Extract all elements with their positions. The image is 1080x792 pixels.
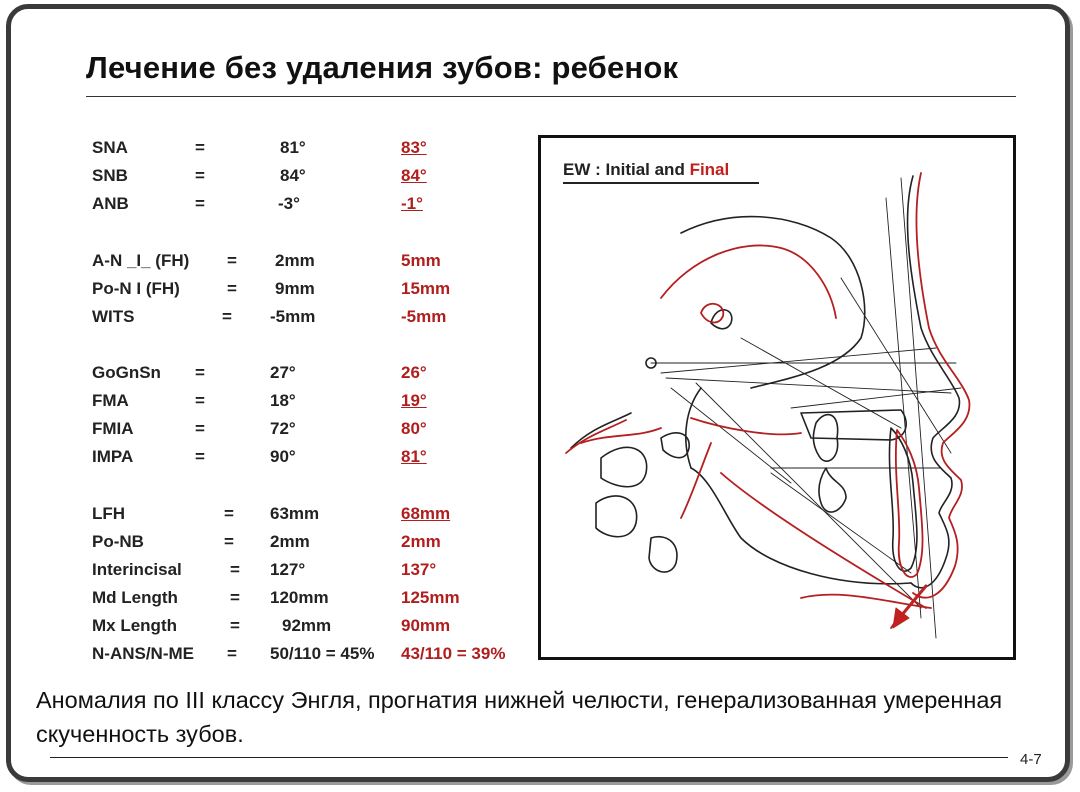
equals-sign: = [195,419,205,438]
initial-value: 84° [280,166,306,185]
construction-line [661,348,936,373]
measure-name: Md Length [92,588,178,607]
footer-divider [50,757,1008,758]
construction-line [771,473,911,573]
equals-sign: = [195,166,205,185]
measure-name: Po-NB [92,532,144,551]
initial-value: 2mm [275,251,315,270]
measure-name: A-N _I_ (FH) [92,251,190,270]
cranial-base-initial [681,217,865,388]
initial-value: 27° [270,363,296,382]
cranial-base-final [661,245,836,318]
equals-sign: = [227,279,237,298]
table-row [92,194,532,216]
measure-name: ANB [92,194,129,213]
caption-prefix: EW : Initial and [563,160,690,179]
construction-line [696,383,921,608]
initial-value: 127° [270,560,306,579]
measure-name: Interincisal [92,560,182,579]
final-value: 137° [401,560,437,579]
equals-sign: = [230,588,240,607]
measure-name: FMA [92,391,129,410]
final-value: 81° [401,447,427,466]
table-row [92,588,532,610]
page-number: 4-7 [1020,751,1042,768]
equals-sign: = [230,616,240,635]
mandible-border-initial [691,468,911,584]
final-value: 2mm [401,532,441,551]
measure-name: Po-N I (FH) [92,279,180,298]
mandible-border-final [721,473,926,608]
initial-value: 50/110 = 45% [270,644,375,663]
table-row [92,504,532,526]
equals-sign: = [224,532,234,551]
initial-value: 9mm [275,279,315,298]
measure-name: WITS [92,307,135,326]
initial-value: 72° [270,419,296,438]
vertebra-initial [661,433,689,458]
title-divider [86,96,1016,97]
measure-name: GoGnSn [92,363,161,382]
construction-line [841,278,951,453]
measure-name: IMPA [92,447,134,466]
initial-value: 90° [270,447,296,466]
final-value: 83° [401,138,427,157]
final-value: 43/110 = 39% [401,644,506,663]
final-value: 80° [401,419,427,438]
measure-name: N-ANS/N-ME [92,644,194,663]
table-row [92,560,532,582]
table-row [92,644,532,666]
table-row [92,391,532,413]
initial-value: 18° [270,391,296,410]
equals-sign: = [222,307,232,326]
caption-final-label: Final [689,160,730,179]
tracing-drawing [541,138,1013,657]
table-row [92,138,532,160]
final-value: 15mm [401,279,451,298]
final-value: 5mm [401,251,441,270]
measure-name: SNA [92,138,128,157]
vertebra-initial [601,447,647,486]
equals-sign: = [230,560,240,579]
occlusal-plane-final [691,418,801,434]
final-value: 19° [401,391,427,410]
final-value: 84° [401,166,427,185]
soft-tissue-profile-final [913,173,969,598]
measure-name: LFH [92,504,126,523]
initial-value: 120mm [270,588,329,607]
table-row [92,307,532,329]
table-row [92,447,532,469]
equals-sign: = [195,194,205,213]
table-row [92,616,532,638]
measure-name: FMIA [92,419,134,438]
lower-incisor-initial [889,428,916,571]
lower-molar-initial [819,468,846,512]
equals-sign: = [227,251,237,270]
table-row [92,279,532,301]
equals-sign: = [195,391,205,410]
equals-sign: = [195,363,205,382]
initial-value: 2mm [270,532,310,551]
equals-sign: = [227,644,237,663]
table-row [92,532,532,554]
initial-value: -5mm [270,307,316,326]
final-value: 125mm [401,588,460,607]
initial-value: 81° [280,138,306,157]
table-row [92,363,532,385]
initial-value: 92mm [282,616,332,635]
equals-sign: = [195,138,205,157]
equals-sign: = [224,504,234,523]
cephalometric-tracing-figure [538,135,1016,660]
final-value: 68mm [401,504,451,523]
construction-line [671,388,791,483]
vertebra-initial [649,537,677,572]
measure-name: Mx Length [92,616,177,635]
initial-value: -3° [278,194,300,213]
slide-title: Лечение без удаления зубов: ребенок [86,50,679,85]
vertebra-initial [596,496,637,537]
construction-line [791,388,961,408]
table-row [92,419,532,441]
measure-name: SNB [92,166,128,185]
equals-sign: = [195,447,205,466]
final-value: -1° [401,194,423,213]
initial-value: 63mm [270,504,320,523]
final-value: -5mm [401,307,447,326]
final-value: 26° [401,363,427,382]
ramus-initial [686,388,701,468]
table-row [92,251,532,273]
table-row [92,166,532,188]
lower-incisor-final [896,430,923,577]
diagnosis-text: Аномалия по III классу Энгля, прогнатия нижней челюсти, генерализованная умеренная скученность зубов. [36,687,1003,747]
final-value: 90mm [401,616,451,635]
